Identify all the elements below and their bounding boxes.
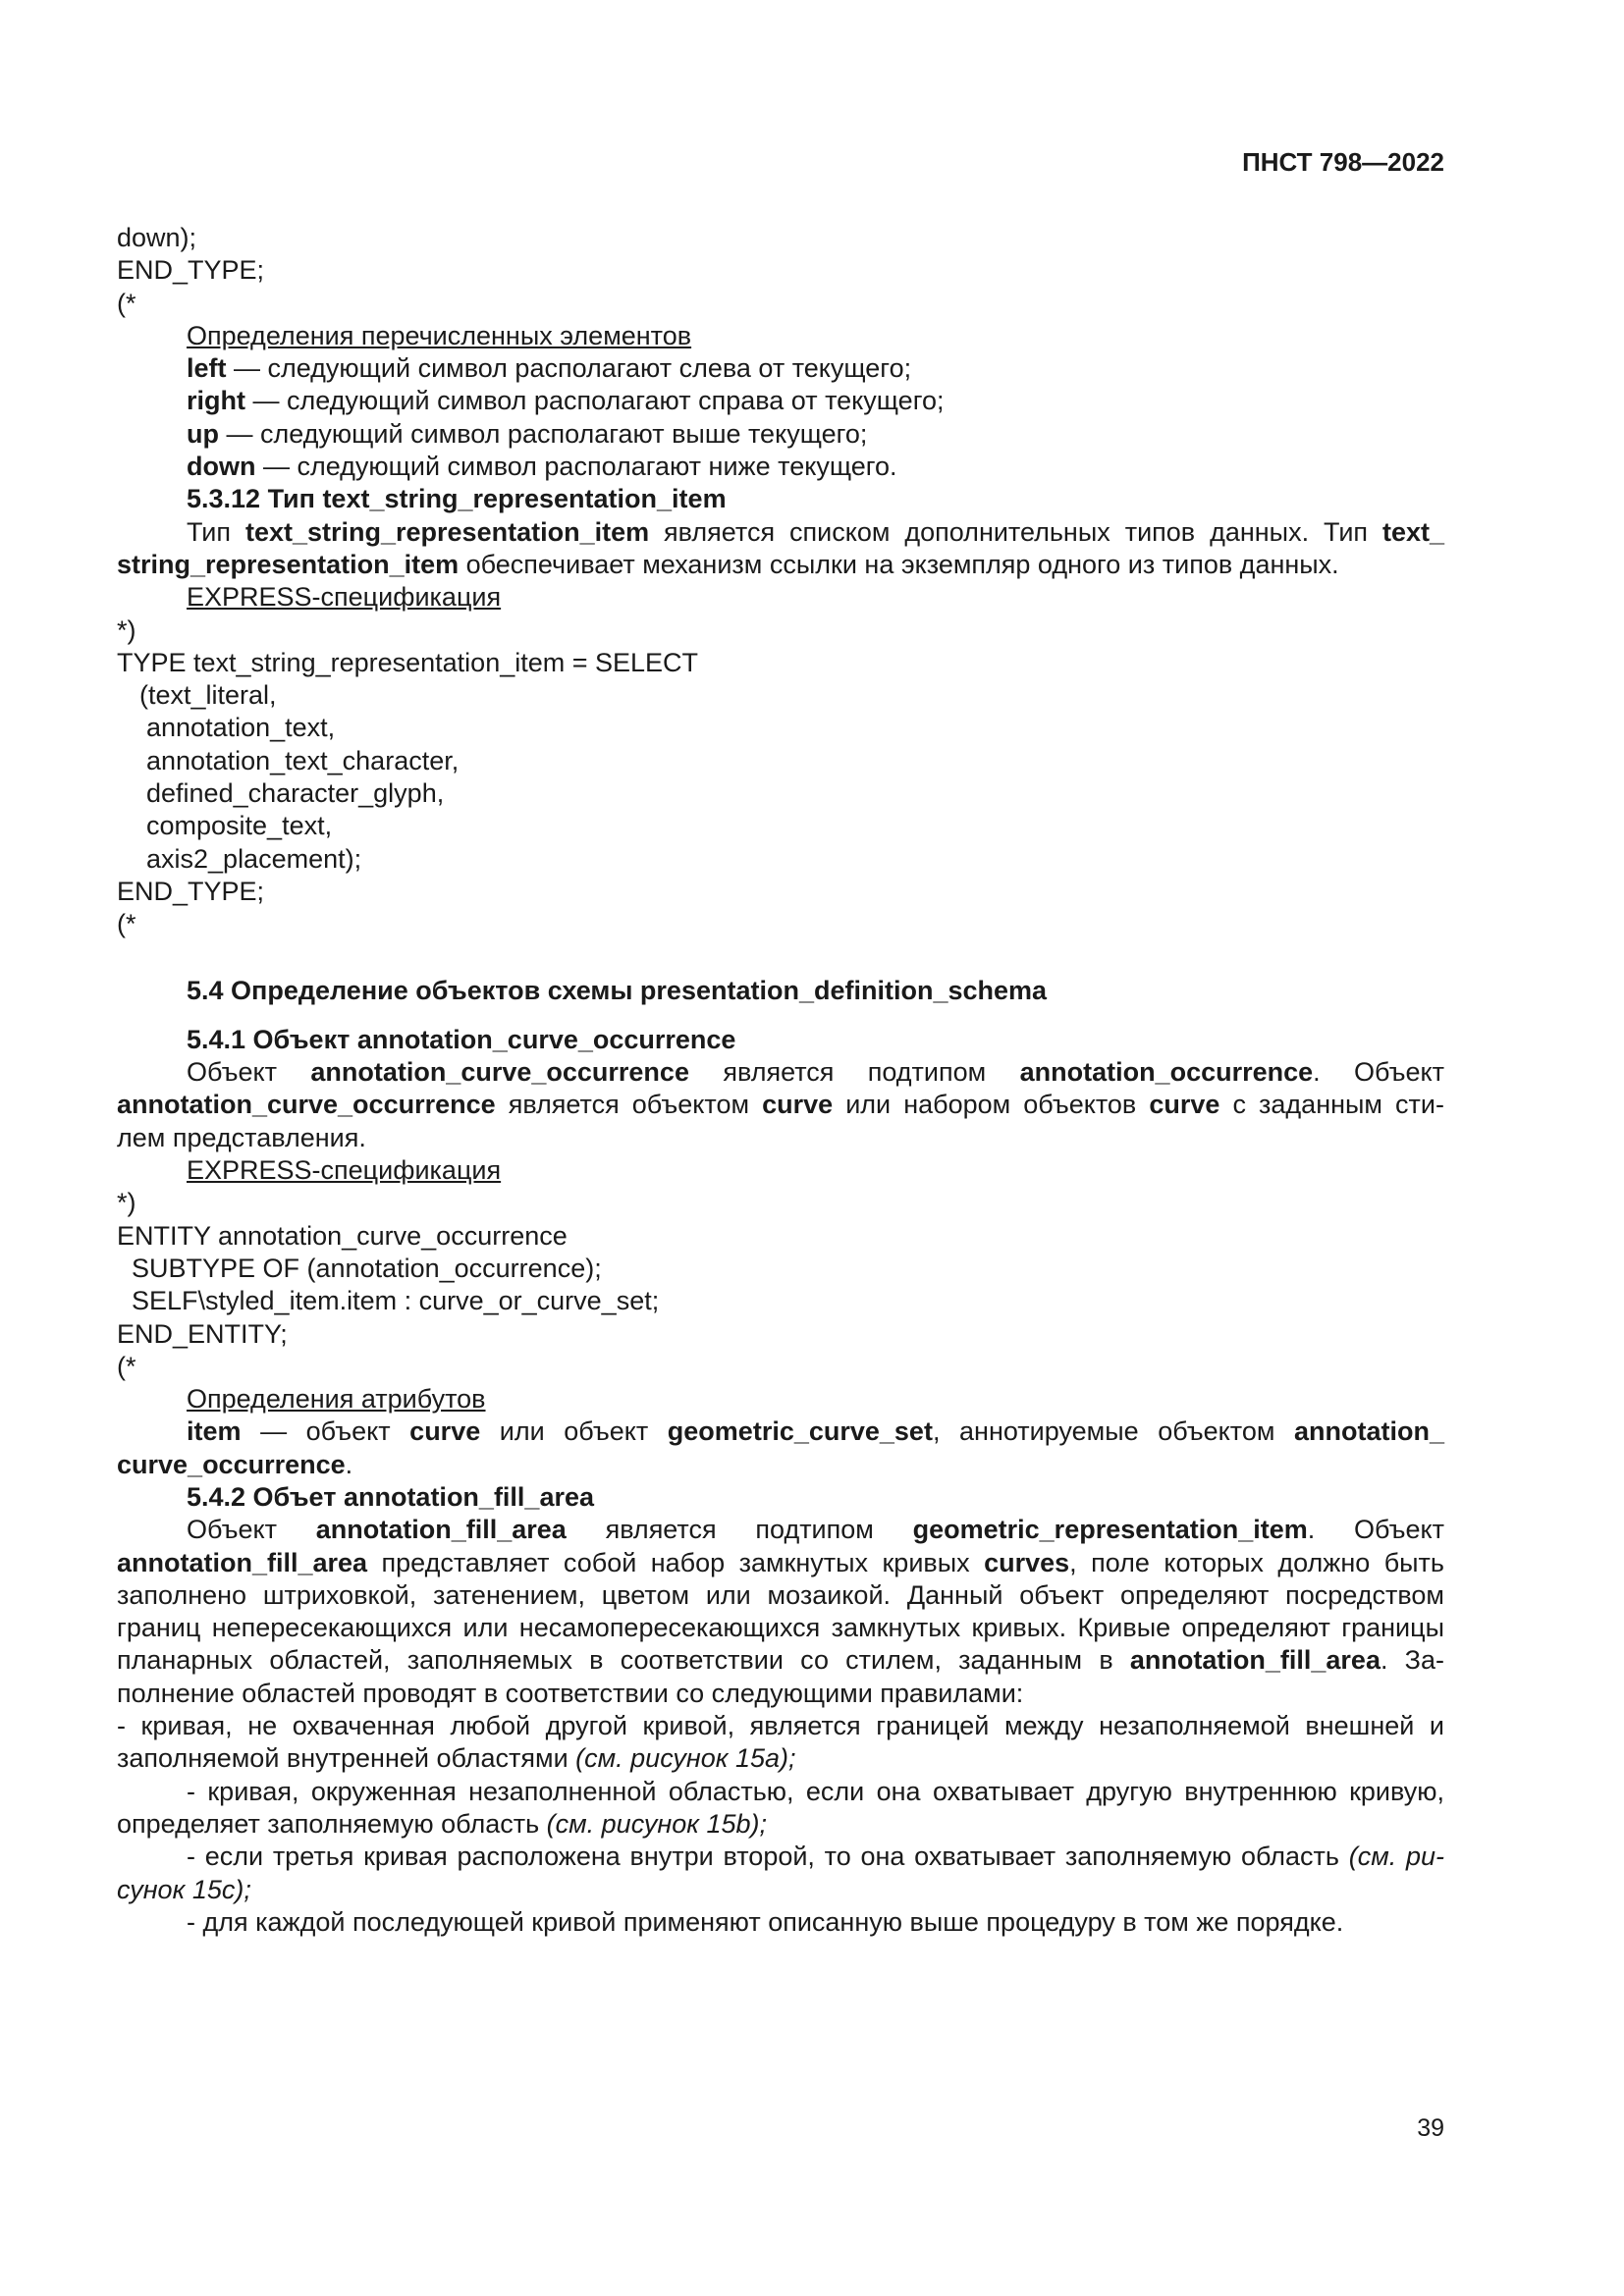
code-line: (* [117, 288, 136, 318]
page-content [117, 222, 1444, 1939]
code-line: *) [117, 1188, 136, 1218]
code-line: ENTITY annotation_curve_occurrence [117, 1220, 568, 1251]
rule-item: - если третья кривая расположена внутри второй, то она охватывает заполняемую область (см. рисунок 15с); [117, 1842, 1444, 1904]
attribute-item: item — объект curve или объект geometric_curve_set, аннотируемые объектом annotation_ [187, 1416, 1444, 1447]
section-heading-5-4-2: 5.4.2 Объет annotation_fill_area [187, 1481, 595, 1512]
code-line: defined_character_glyph, [146, 778, 445, 809]
enum-item-up: up — следующий символ располагают выше текущего; [187, 418, 868, 449]
section-heading-5-4: 5.4 Определение объектов схемы presentation_definition_schema [187, 975, 1048, 1005]
code-line: SELF\styled_item.item : curve_or_curve_set; [132, 1286, 660, 1316]
paragraph-body: annotation_fill_area представляет собой набор замкнутых кривых curves, поле которых должно быть заполнено штриховкой, затенением, цветом или мозаикой. Данный объект определяют посредством границ непересекающихся или несамопересекающихся замкнутых кривых. Кривые определяют границы планарных областей, заполняемых в соответствии со стилем, заданным в annotation_fill_area. Заполнение областей проводят в соответствии со следующими правилами: [117, 1547, 1445, 1708]
express-spec-label: EXPRESS-спецификация [187, 1155, 502, 1186]
code-line: END_TYPE; [117, 255, 265, 286]
attribute-definitions-title: Определения атрибутов [187, 1384, 486, 1415]
page-number: 39 [1417, 2114, 1444, 2142]
express-spec-label: EXPRESS-спецификация [187, 582, 502, 613]
code-line: TYPE text_string_representation_item = SELECT [117, 647, 699, 677]
code-line: SUBTYPE OF (annotation_occurrence); [132, 1253, 602, 1283]
rule-item: - кривая, окруженная незаполненной областью, если она охватывает другую внутреннюю кривую, определяет заполняемую область (см. рисунок 15b); [117, 1776, 1444, 1839]
enum-definitions-title: Определения перечисленных элементов [187, 320, 692, 350]
rule-item: - кривая, не охваченная любой другой кривой, является границей между незаполняемой внешней и заполняемой внутренней областями (см. рисунок 15а); [117, 1711, 1444, 1774]
enum-item-right: right — следующий символ располагают справа от текущего; [187, 386, 945, 416]
section-heading-5-4-1: 5.4.1 Объект annotation_curve_occurrence [187, 1024, 736, 1054]
document-header: ПНСТ 798—2022 [1242, 147, 1444, 177]
paragraph-line: лем представления. [117, 1122, 366, 1152]
code-line: axis2_placement); [146, 843, 362, 874]
code-line: END_ENTITY; [117, 1318, 288, 1349]
code-line: *) [117, 614, 136, 645]
paragraph-line: Объект annotation_fill_area является подтипом geometric_representation_item. Объект [187, 1515, 1444, 1545]
enum-item-left: left — следующий символ располагают слева от текущего; [187, 353, 912, 384]
code-line: (text_literal, [139, 680, 277, 711]
code-line: composite_text, [146, 811, 333, 841]
code-line: annotation_text_character, [146, 745, 460, 775]
paragraph-line: Тип text_string_representation_item является списком дополнительных типов данных. Тип text_ [187, 516, 1445, 547]
section-heading-5-3-12: 5.3.12 Тип text_string_representation_item [187, 484, 727, 514]
code-line: (* [117, 909, 136, 939]
enum-item-down: down — следующий символ располагают ниже текущего. [187, 452, 897, 482]
paragraph-line: Объект annotation_curve_occurrence является подтипом annotation_occurrence. Объект [187, 1057, 1444, 1088]
code-line: END_TYPE; [117, 876, 265, 906]
paragraph-line: string_representation_item обеспечивает механизм ссылки на экземпляр одного из типов данных. [117, 549, 1339, 579]
code-line: annotation_text, [146, 713, 336, 743]
code-line: down); [117, 223, 197, 252]
paragraph-line: annotation_curve_occurrence является объектом curve или набором объектов curve с заданным сти- [117, 1090, 1444, 1120]
code-line: (* [117, 1351, 136, 1381]
paragraph-line: curve_occurrence. [117, 1449, 353, 1479]
rule-item: - для каждой последующей кривой применяют описанную выше процедуру в том же порядке. [187, 1906, 1344, 1937]
